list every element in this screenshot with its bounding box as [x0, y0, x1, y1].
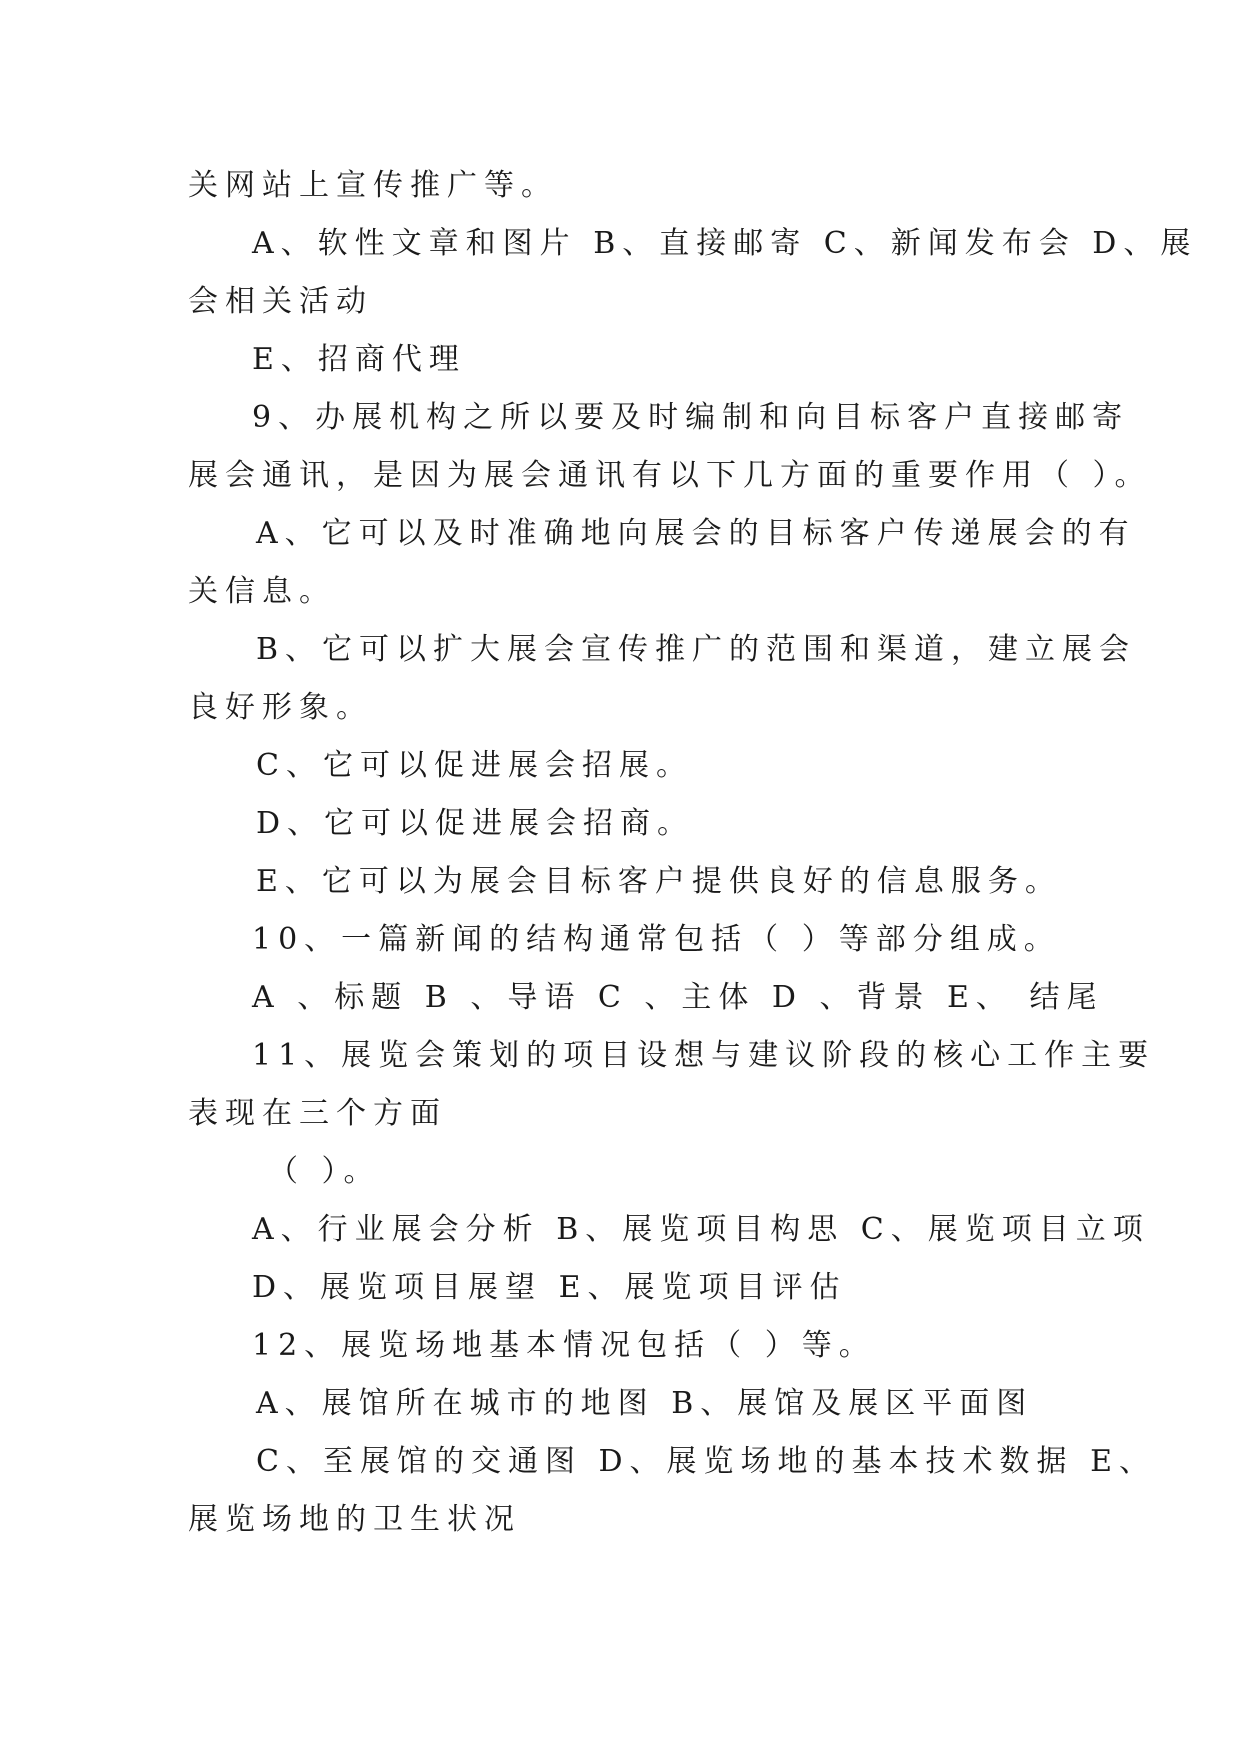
question-11: 11、展览会策划的项目设想与建议阶段的核心工作主要 — [252, 1038, 1156, 1073]
question-9: 9、办展机构之所以要及时编制和向目标客户直接邮寄 — [252, 400, 1130, 435]
text-line: 展会通讯，是因为展会通讯有以下几方面的重要作用（ ）。 — [188, 458, 1152, 493]
text-line: E、招商代理 — [252, 342, 466, 377]
text-line: 良好形象。 — [188, 690, 373, 725]
text-line: 关信息。 — [188, 574, 336, 609]
question-10: 10、一篇新闻的结构通常包括（ ）等部分组成。 — [252, 922, 1061, 957]
text-line: A、展馆所在城市的地图 B、展馆及展区平面图 — [256, 1386, 1034, 1421]
text-line: C、它可以促进展会招展。 — [256, 748, 693, 783]
text-line: A 、标题 B 、导语 C 、主体 D 、背景 E、 结尾 — [252, 980, 1104, 1015]
text-line: C、至展馆的交通图 D、展览场地的基本技术数据 E、 — [256, 1444, 1156, 1479]
text-line: A、行业展会分析 B、展览项目构思 C、展览项目立项 — [252, 1212, 1150, 1247]
text-line: B、它可以扩大展会宣传推广的范围和渠道，建立展会 — [256, 632, 1137, 667]
text-line: D、它可以促进展会招商。 — [256, 806, 695, 841]
question-12: 12、展览场地基本情况包括（ ）等。 — [252, 1328, 876, 1363]
text-line: （ ）。 — [268, 1154, 381, 1189]
text-line: 展览场地的卫生状况 — [188, 1502, 521, 1537]
text-line: A、它可以及时准确地向展会的目标客户传递展会的有 — [256, 516, 1136, 551]
text-line: D、展览项目展望 E、展览项目评估 — [252, 1270, 847, 1305]
text-line: 表现在三个方面 — [188, 1096, 447, 1131]
text-line: A、软性文章和图片 B、直接邮寄 C、新闻发布会 D、展 — [252, 226, 1198, 261]
text-line: 关网站上宣传推广等。 — [188, 168, 558, 203]
text-line: 会相关活动 — [188, 284, 373, 319]
text-line: E、它可以为展会目标客户提供良好的信息服务。 — [256, 864, 1062, 899]
